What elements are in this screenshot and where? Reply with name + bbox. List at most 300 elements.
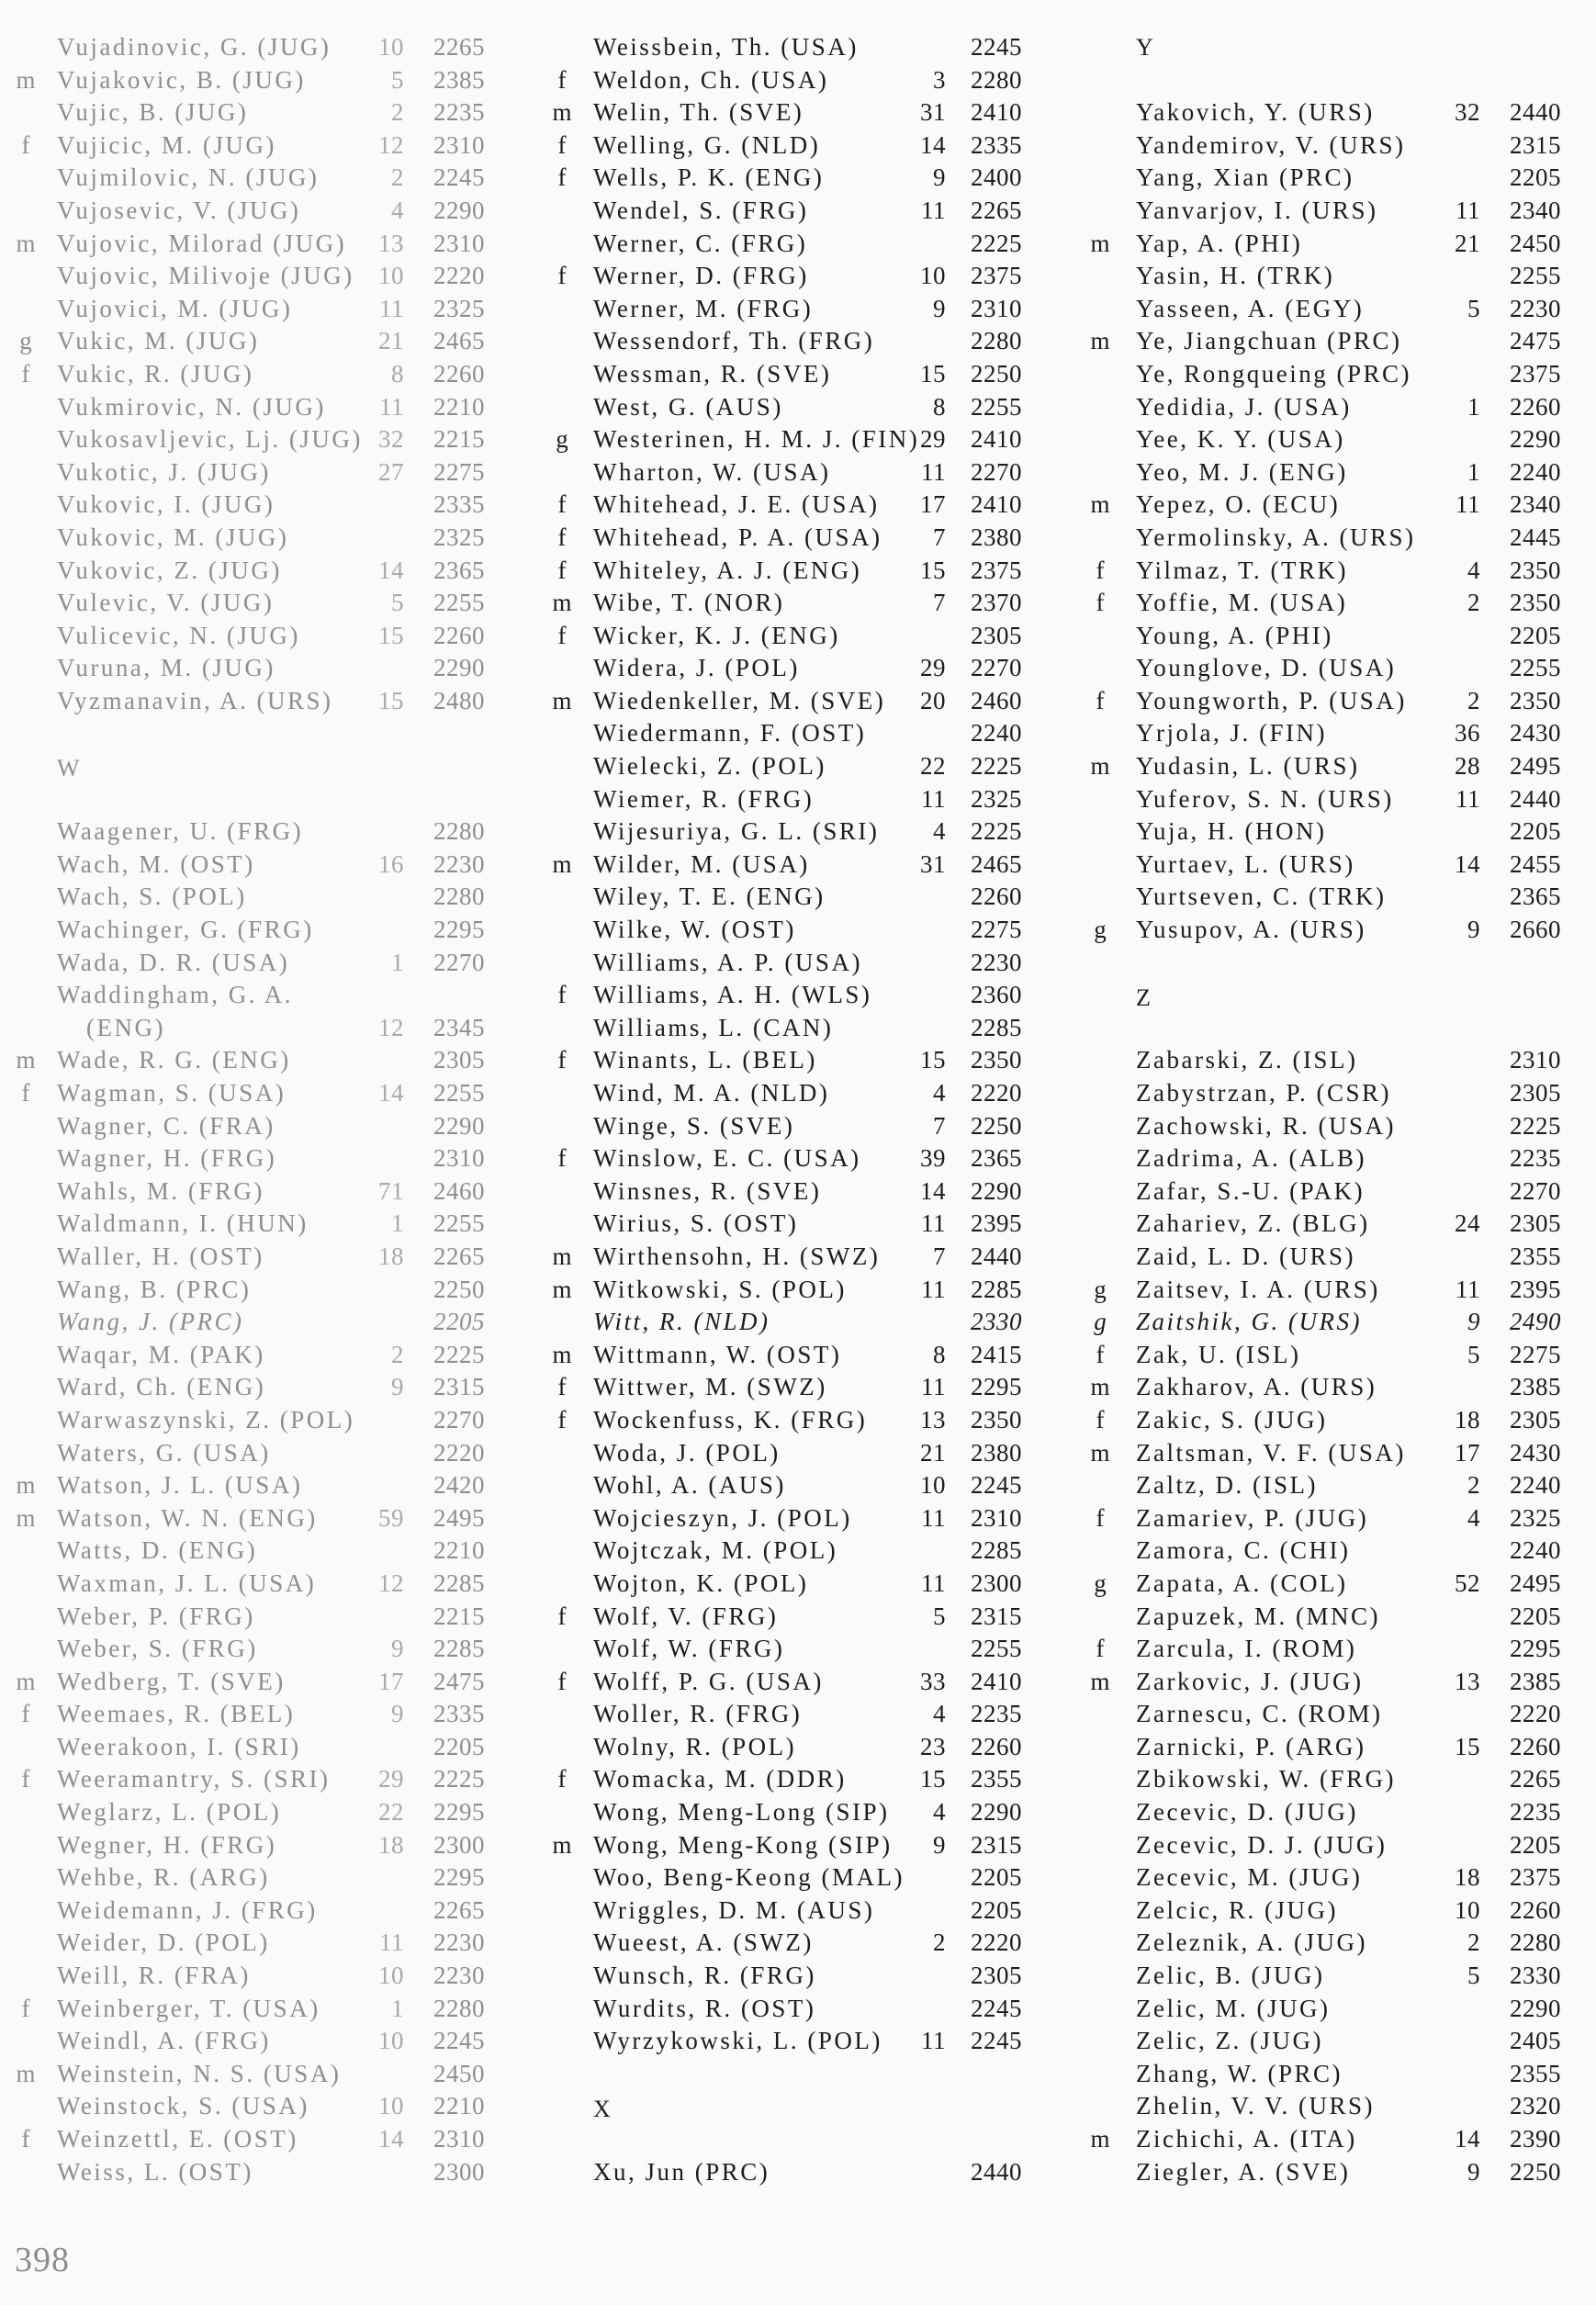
player-entry <box>533 750 1033 783</box>
games-count: 31 <box>920 98 946 127</box>
player-entry <box>0 1763 496 1796</box>
player-entry <box>533 129 1033 163</box>
rating-value: 2285 <box>433 1569 485 1597</box>
player-name: Welin, Th. (SVE) <box>593 98 804 127</box>
player-entry <box>1074 1960 1575 1993</box>
rating-value: 2340 <box>1510 196 1561 224</box>
player-entry <box>1074 1110 1575 1143</box>
games-count: 11 <box>921 457 946 486</box>
rating-value: 2225 <box>971 817 1022 846</box>
player-entry <box>0 1502 496 1535</box>
player-entry <box>0 587 496 620</box>
player-entry <box>0 685 496 718</box>
rating-value: 2245 <box>971 1994 1022 2022</box>
player-name: Zakic, S. (JUG) <box>1136 1405 1328 1434</box>
title-badge: m <box>16 1667 36 1695</box>
rating-value: 2300 <box>433 1830 485 1859</box>
player-name: Wibe, T. (NOR) <box>593 589 785 617</box>
rating-value: 2265 <box>433 33 485 61</box>
rating-value: 2410 <box>971 490 1022 519</box>
player-entry <box>1074 456 1575 489</box>
rating-value: 2310 <box>971 294 1022 322</box>
player-name: Yakovich, Y. (URS) <box>1136 98 1375 127</box>
rating-value: 2465 <box>971 849 1022 878</box>
player-entry <box>0 489 496 522</box>
player-name: Wahls, M. (FRG) <box>57 1176 264 1205</box>
player-entry <box>533 1241 1033 1274</box>
player-entry <box>533 489 1033 522</box>
player-entry <box>0 1077 496 1110</box>
player-entry <box>533 555 1033 588</box>
rating-value: 2290 <box>1510 1994 1561 2022</box>
player-name: Zabarski, Z. (ISL) <box>1136 1046 1358 1074</box>
player-name: Wach, S. (POL) <box>57 883 247 911</box>
player-entry <box>533 1142 1033 1175</box>
section-letter: X <box>593 2095 613 2122</box>
player-name: Ye, Rongqueing (PRC) <box>1136 359 1412 388</box>
player-name: Warwaszynski, Z. (POL) <box>57 1405 355 1434</box>
rating-value: 2475 <box>433 1667 485 1695</box>
rating-value: 2430 <box>1510 1438 1561 1467</box>
player-name: Yuferov, S. N. (URS) <box>1136 784 1394 813</box>
player-name: Zaltsman, V. F. (USA) <box>1136 1438 1406 1467</box>
rating-value: 2385 <box>1510 1373 1561 1401</box>
games-count: 14 <box>378 556 404 584</box>
player-name: Weinstock, S. (USA) <box>57 2092 309 2120</box>
rating-value: 2330 <box>971 1308 1022 1336</box>
player-name: Vujmilovic, N. (JUG) <box>57 163 320 192</box>
rating-value: 2215 <box>433 425 485 454</box>
player-name: Watson, W. N. (ENG) <box>57 1503 318 1532</box>
player-name: Wagner, H. (FRG) <box>57 1144 277 1173</box>
games-count: 17 <box>378 1667 404 1695</box>
rating-value: 2285 <box>971 1275 1022 1303</box>
rating-value: 2210 <box>433 2092 485 2120</box>
rating-value: 2480 <box>433 686 485 714</box>
games-count: 71 <box>378 1176 404 1205</box>
player-name: Wiley, T. E. (ENG) <box>593 883 826 911</box>
player-name: Zak, U. (ISL) <box>1136 1340 1301 1368</box>
rating-value: 2290 <box>971 1798 1022 1827</box>
title-badge: f <box>557 1667 567 1695</box>
player-entry <box>1074 1469 1575 1502</box>
player-entry <box>533 849 1033 882</box>
rating-value: 2390 <box>1510 2125 1561 2153</box>
player-entry <box>0 2058 496 2091</box>
player-entry <box>0 31 496 64</box>
player-name: Zadrima, A. (ALB) <box>1136 1144 1366 1173</box>
rating-value: 2410 <box>971 98 1022 127</box>
games-count: 28 <box>1455 752 1480 781</box>
player-entry <box>533 162 1033 195</box>
player-name: Wurdits, R. (OST) <box>593 1994 816 2022</box>
player-entry <box>533 1371 1033 1404</box>
player-name: Witt, R. (NLD) <box>593 1308 770 1336</box>
player-name: Welling, G. (NLD) <box>593 130 821 159</box>
player-entry <box>1074 717 1575 750</box>
player-entry <box>0 555 496 588</box>
games-count: 10 <box>378 33 404 61</box>
rating-value: 2205 <box>1510 1602 1561 1630</box>
section-letter: Y <box>1136 34 1156 61</box>
title-badge: f <box>1096 1503 1105 1532</box>
player-entry <box>0 1698 496 1731</box>
player-name: Younglove, D. (USA) <box>1136 654 1397 682</box>
player-entry <box>533 423 1033 456</box>
games-count: 11 <box>921 2027 946 2055</box>
player-entry <box>0 1993 496 2026</box>
title-badge: f <box>557 981 567 1009</box>
player-entry <box>533 881 1033 914</box>
games-count: 9 <box>1467 2157 1480 2186</box>
games-count: 4 <box>1467 556 1480 584</box>
player-entry <box>533 783 1033 816</box>
player-name: Winsnes, R. (SVE) <box>593 1176 822 1205</box>
section-letter: Z <box>1136 984 1153 1011</box>
games-count: 10 <box>378 1962 404 1990</box>
rating-value: 2305 <box>1510 1209 1561 1238</box>
player-entry <box>1074 587 1575 620</box>
rating-value: 2240 <box>1510 1536 1561 1565</box>
player-name: Weider, D. (POL) <box>57 1928 270 1957</box>
games-count: 2 <box>933 1928 946 1957</box>
player-entry <box>0 162 496 195</box>
rating-value: 2290 <box>1510 425 1561 454</box>
games-count: 4 <box>933 1079 946 1107</box>
player-entry <box>0 1306 496 1339</box>
games-count: 29 <box>378 1765 404 1793</box>
player-entry <box>533 1469 1033 1502</box>
games-count: 12 <box>378 1013 404 1041</box>
player-entry <box>1074 1698 1575 1731</box>
rating-value: 2325 <box>1510 1503 1561 1532</box>
games-count: 10 <box>378 262 404 290</box>
player-entry <box>533 1437 1033 1470</box>
games-count: 13 <box>1455 1667 1480 1695</box>
player-entry <box>533 293 1033 326</box>
rating-value: 2290 <box>433 196 485 224</box>
rating-value: 2405 <box>1510 2027 1561 2055</box>
player-entry <box>533 1633 1033 1666</box>
player-name: Wirthensohn, H. (SWZ) <box>593 1242 881 1270</box>
rating-value: 2440 <box>971 1242 1022 1270</box>
rating-value: 2460 <box>971 686 1022 714</box>
games-count: 21 <box>1455 229 1480 257</box>
player-entry <box>533 1568 1033 1601</box>
rating-value: 2450 <box>1510 229 1561 257</box>
games-count: 11 <box>1456 784 1480 813</box>
player-entry <box>1074 391 1575 424</box>
player-entry <box>0 1895 496 1928</box>
player-entry <box>533 1731 1033 1764</box>
rating-value: 2365 <box>971 1144 1022 1173</box>
player-name: Vujovic, Milivoje (JUG) <box>57 262 354 290</box>
player-entry <box>0 522 496 555</box>
player-name: Ziegler, A. (SVE) <box>1136 2157 1351 2186</box>
player-entry <box>0 2156 496 2189</box>
title-badge: m <box>1090 1667 1110 1695</box>
rating-value: 2465 <box>433 327 485 355</box>
player-name: Waagener, U. (FRG) <box>57 817 304 846</box>
player-name: Yeo, M. J. (ENG) <box>1136 457 1348 486</box>
player-entry <box>1074 1437 1575 1470</box>
player-name: Watts, D. (ENG) <box>57 1536 258 1565</box>
player-entry <box>1074 815 1575 849</box>
rating-value: 2305 <box>971 621 1022 649</box>
games-count: 8 <box>391 359 404 388</box>
player-name: Zecevic, M. (JUG) <box>1136 1863 1363 1892</box>
title-badge: f <box>557 1405 567 1434</box>
games-count: 18 <box>1455 1405 1480 1434</box>
player-entry <box>1074 1142 1575 1175</box>
games-count: 5 <box>391 589 404 617</box>
games-count: 4 <box>933 1700 946 1728</box>
player-name: Zarkovic, J. (JUG) <box>1136 1667 1364 1695</box>
games-count: 15 <box>378 621 404 649</box>
title-badge: f <box>557 490 567 519</box>
player-name: Westerinen, H. M. J. (FIN) <box>593 425 920 454</box>
player-entry <box>1074 1731 1575 1764</box>
player-name: Vukic, R. (JUG) <box>57 359 254 388</box>
player-name: Winslow, E. C. (USA) <box>593 1144 861 1173</box>
games-count: 27 <box>378 457 404 486</box>
player-entry <box>533 1339 1033 1372</box>
player-name: Weldon, Ch. (USA) <box>593 65 829 94</box>
player-entry <box>0 96 496 129</box>
title-badge: f <box>21 1994 30 2022</box>
player-name: Yandemirov, V. (URS) <box>1136 130 1406 159</box>
player-entry <box>533 1077 1033 1110</box>
player-name: Weerakoon, I. (SRI) <box>57 1732 301 1760</box>
rating-value: 2285 <box>971 1013 1022 1041</box>
games-count: 11 <box>921 1373 946 1401</box>
rating-value: 2205 <box>1510 163 1561 192</box>
games-count: 4 <box>933 1798 946 1827</box>
player-entry <box>533 717 1033 750</box>
title-badge: f <box>1096 1635 1105 1663</box>
player-entry <box>1074 2025 1575 2058</box>
player-name: Wong, Meng-Long (SIP) <box>593 1798 890 1827</box>
player-name: Wiedenkeller, M. (SVE) <box>593 686 886 714</box>
games-count: 39 <box>920 1144 946 1173</box>
rating-value: 2250 <box>971 1111 1022 1140</box>
rating-value: 2320 <box>1510 2092 1561 2120</box>
rating-value: 2305 <box>1510 1079 1561 1108</box>
player-entry <box>0 293 496 326</box>
games-count: 52 <box>1455 1569 1480 1597</box>
player-entry <box>0 1568 496 1601</box>
player-name: Yurtaev, L. (URS) <box>1136 849 1355 878</box>
rating-value: 2220 <box>1510 1700 1561 1728</box>
player-entry <box>0 1829 496 1862</box>
player-name: Wade, R. G. (ENG) <box>57 1046 291 1074</box>
player-name: Zecevic, D. J. (JUG) <box>1136 1830 1388 1859</box>
games-count: 5 <box>1467 294 1480 322</box>
player-entry <box>1074 1371 1575 1404</box>
player-name: Vuruna, M. (JUG) <box>57 654 275 682</box>
rating-value: 2335 <box>433 1700 485 1728</box>
player-name: Yasin, H. (TRK) <box>1136 262 1335 290</box>
player-entry <box>0 652 496 685</box>
player-name: Weemaes, R. (BEL) <box>57 1700 296 1728</box>
title-badge: f <box>557 1602 567 1630</box>
player-name: Xu, Jun (PRC) <box>593 2157 770 2186</box>
title-badge: f <box>557 65 567 94</box>
player-entry <box>0 1731 496 1764</box>
player-name: Zichichi, A. (ITA) <box>1136 2125 1357 2153</box>
title-badge: m <box>552 1340 572 1368</box>
rating-value: 2300 <box>971 1569 1022 1597</box>
player-entry <box>0 815 496 849</box>
player-name: Werner, C. (FRG) <box>593 229 808 257</box>
rating-value: 2290 <box>433 654 485 682</box>
player-entry <box>1074 129 1575 163</box>
games-count: 21 <box>920 1438 946 1467</box>
rating-value: 2270 <box>433 1405 485 1434</box>
player-entry <box>0 1175 496 1209</box>
rating-value: 2495 <box>433 1503 485 1532</box>
rating-value: 2340 <box>1510 490 1561 519</box>
player-entry <box>533 1208 1033 1241</box>
rating-value: 2285 <box>433 1635 485 1663</box>
title-badge: m <box>552 589 572 617</box>
player-entry <box>1074 881 1575 914</box>
player-name: Vukovic, Z. (JUG) <box>57 556 282 584</box>
player-entry <box>533 1993 1033 2026</box>
player-entry <box>1074 358 1575 391</box>
title-badge: f <box>557 130 567 159</box>
player-name: Vukosavljevic, Lj. (JUG) <box>57 425 363 454</box>
games-count: 18 <box>1455 1863 1480 1892</box>
player-entry <box>0 849 496 882</box>
title-badge: m <box>16 65 36 94</box>
games-count: 7 <box>933 1242 946 1270</box>
player-name: Vyzmanavin, A. (URS) <box>57 686 333 714</box>
player-name: Zamora, C. (CHI) <box>1136 1536 1351 1565</box>
player-name: Woller, R. (FRG) <box>593 1700 803 1728</box>
rating-value: 2220 <box>433 262 485 290</box>
player-name: Young, A. (PHI) <box>1136 621 1333 649</box>
player-entry <box>533 391 1033 424</box>
games-count: 2 <box>391 98 404 127</box>
title-badge: f <box>1096 686 1105 714</box>
rating-value: 2290 <box>433 1111 485 1140</box>
player-entry <box>533 1895 1033 1928</box>
games-count: 29 <box>920 654 946 682</box>
player-entry <box>1074 1829 1575 1862</box>
rating-value: 2270 <box>433 948 485 976</box>
player-name: Wolny, R. (POL) <box>593 1732 797 1760</box>
games-count: 9 <box>1467 916 1480 944</box>
games-count: 4 <box>933 817 946 846</box>
title-badge: f <box>557 1373 567 1401</box>
games-count: 11 <box>379 392 404 421</box>
title-badge: f <box>1096 1405 1105 1434</box>
rating-value: 2335 <box>433 490 485 519</box>
games-count: 11 <box>379 294 404 322</box>
games-count: 29 <box>920 425 946 454</box>
player-entry <box>1074 1633 1575 1666</box>
rating-value: 2230 <box>433 1928 485 1957</box>
player-name: Widera, J. (POL) <box>593 654 800 682</box>
player-name: Wijesuriya, G. L. (SRI) <box>593 817 880 846</box>
games-count: 11 <box>921 1569 946 1597</box>
player-name: Zabystrzan, P. (CSR) <box>1136 1079 1391 1108</box>
player-entry <box>0 228 496 261</box>
games-count: 9 <box>391 1635 404 1663</box>
player-entry <box>0 1339 496 1372</box>
rating-value: 2210 <box>433 392 485 421</box>
player-name: Zeleznik, A. (JUG) <box>1136 1928 1367 1957</box>
player-name: Yanvarjov, I. (URS) <box>1136 196 1378 224</box>
rating-value: 2380 <box>971 1438 1022 1467</box>
title-badge: f <box>557 556 567 584</box>
player-name: West, G. (AUS) <box>593 392 783 421</box>
rating-value: 2210 <box>433 1536 485 1565</box>
player-entry <box>0 325 496 358</box>
rating-value: 2315 <box>971 1830 1022 1859</box>
games-count: 11 <box>921 784 946 813</box>
player-name: Waddingham, G. A. <box>57 981 294 1009</box>
section-letter: W <box>57 755 83 782</box>
games-count: 9 <box>933 294 946 322</box>
player-name: Vukotic, J. (JUG) <box>57 457 271 486</box>
player-entry <box>533 358 1033 391</box>
player-entry <box>0 1371 496 1404</box>
player-name: Williams, L. (CAN) <box>593 1013 834 1041</box>
games-count: 10 <box>1455 1895 1480 1924</box>
rating-value: 2280 <box>433 883 485 911</box>
games-count: 3 <box>933 65 946 94</box>
player-entry <box>1074 1208 1575 1241</box>
player-entry <box>0 64 496 97</box>
title-badge: g <box>556 425 568 454</box>
player-name: Wessendorf, Th. (FRG) <box>593 327 875 355</box>
rating-value: 2240 <box>1510 1471 1561 1500</box>
rating-value: 2310 <box>433 130 485 159</box>
player-name: Wong, Meng-Kong (SIP) <box>593 1830 893 1859</box>
player-entry <box>1074 1077 1575 1110</box>
player-entry <box>533 260 1033 293</box>
games-count: 22 <box>920 752 946 781</box>
player-entry <box>1074 260 1575 293</box>
games-count: 18 <box>378 1242 404 1270</box>
title-badge: f <box>557 1046 567 1074</box>
games-count: 24 <box>1455 1209 1480 1238</box>
rating-value: 2265 <box>433 1895 485 1924</box>
player-name: Yrjola, J. (FIN) <box>1136 719 1327 748</box>
rating-value: 2310 <box>971 1503 1022 1532</box>
games-count: 11 <box>921 1503 946 1532</box>
player-entry <box>1074 1502 1575 1535</box>
player-entry <box>0 1601 496 1634</box>
games-count: 22 <box>378 1798 404 1827</box>
player-entry <box>533 1044 1033 1077</box>
title-badge: f <box>557 1144 567 1173</box>
rating-value: 2245 <box>433 2027 485 2055</box>
rating-value: 2310 <box>433 2125 485 2153</box>
games-count: 18 <box>378 1830 404 1859</box>
player-name: Vukovic, I. (JUG) <box>57 490 275 519</box>
player-name: Wessman, R. (SVE) <box>593 359 832 388</box>
games-count: 16 <box>378 849 404 878</box>
title-badge: f <box>1096 556 1105 584</box>
player-entry <box>533 1960 1033 1993</box>
games-count: 2 <box>1467 589 1480 617</box>
player-entry <box>0 1110 496 1143</box>
player-name: Yermolinsky, A. (URS) <box>1136 523 1416 551</box>
rating-value: 2380 <box>971 523 1022 551</box>
